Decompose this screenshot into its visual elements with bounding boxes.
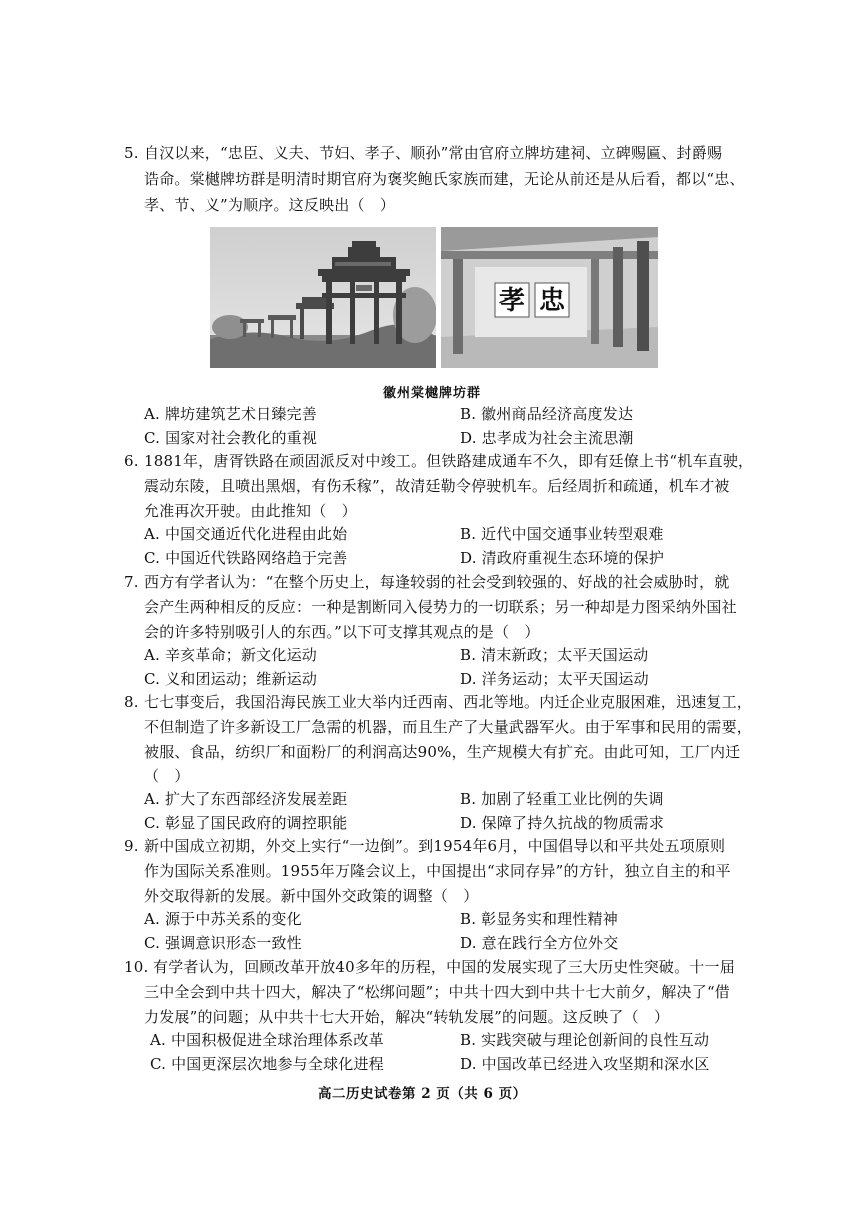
option-a: A. 中国积极促进全球治理体系改革	[150, 1031, 384, 1049]
option-a: A. 辛亥革命；新文化运动	[144, 646, 317, 664]
question-stem-line: （ ）	[144, 767, 190, 785]
option-a: A. 牌坊建筑艺术日臻完善	[144, 405, 317, 423]
option-b: B. 清末新政；太平天国运动	[460, 646, 649, 664]
question-number: 6.	[124, 452, 139, 470]
question-stem-line: 自汉以来，“忠臣、义夫、节妇、孝子、顺孙”常由官府立牌坊建祠、立碑赐匾、封爵赐	[144, 144, 723, 162]
question-stem-line: 震动东陵，且喷出黑烟，有伤禾稼”，故清廷勒令停驶机车。后经周折和疏通，机车才被	[144, 477, 730, 495]
option-c: C. 彰显了国民政府的调控职能	[144, 814, 348, 832]
option-b: B. 彰显务实和理性精神	[460, 910, 618, 928]
question-stem-line: 新中国成立初期，外交上实行“一边倒”。到1954年6月，中国倡导以和平共处五项原则	[144, 837, 726, 855]
figure-caption: 徽州棠樾牌坊群	[383, 386, 482, 401]
option-d: D. 意在践行全方位外交	[460, 934, 619, 952]
option-b: B. 加剧了轻重工业比例的失调	[460, 790, 664, 808]
question-stem-line: 1881年，唐胥铁路在顽固派反对中竣工。但铁路建成通车不久，即有廷僚上书“机车直驶，	[144, 452, 754, 470]
option-c: C. 国家对社会教化的重视	[144, 429, 318, 447]
question-stem-line: 力发展”的问题；从中共十七大开始，解决“转轨发展”的问题。这反映了（ ）	[144, 1008, 670, 1026]
option-a: A. 扩大了东西部经济发展差距	[144, 790, 348, 808]
plaque-zhong: 忠	[538, 286, 565, 316]
option-d: D. 中国改革已经进入攻坚期和深水区	[460, 1055, 710, 1073]
option-c: C. 中国近代铁路网络趋于完善	[144, 549, 348, 567]
option-c: C. 义和团运动；维新运动	[144, 670, 318, 688]
option-a: A. 中国交通近代化进程由此始	[144, 525, 348, 543]
question-stem-line: 被服、食品，纺织厂和面粉厂的利润高达90%，生产规模大有扩充。由此可知，工厂内迁	[144, 743, 741, 761]
question-number: 8.	[124, 693, 139, 711]
question-stem-line: 会的许多特别吸引人的东西。”以下可支撑其观点的是（ ）	[144, 623, 540, 641]
question-stem-line: 有学者认为，回顾改革开放40多年的历程，中国的发展实现了三大历史性突破。十一届	[153, 958, 735, 976]
question-stem-line: 西方有学者认为：“在整个历史上，每逢较弱的社会受到较强的、好战的社会威胁时，就	[144, 573, 730, 591]
option-d: D. 洋务运动；太平天国运动	[460, 670, 649, 688]
option-d: D. 忠孝成为社会主流思潮	[460, 429, 634, 447]
question-number: 10.	[124, 958, 149, 976]
question-stem-line: 外交取得新的发展。新中国外交政策的调整（ ）	[144, 887, 479, 905]
question-stem-line: 允准再次开驶。由此推知（ ）	[144, 502, 357, 520]
option-c: C. 强调意识形态一致性	[144, 934, 302, 952]
question-stem-line: 孝、节、义”为顺序。这反映出（ ）	[144, 196, 396, 214]
question-stem-line: 诰命。棠樾牌坊群是明清时期官府为褒奖鲍氏家族而建，无论从前还是从后看，都以“忠、	[144, 170, 745, 188]
option-a: A. 源于中苏关系的变化	[144, 910, 302, 928]
option-c: C. 中国更深层次地参与全球化进程	[150, 1055, 384, 1073]
ancestral-hall-photo	[441, 227, 658, 368]
option-d: D. 清政府重视生态环境的保护	[460, 549, 665, 567]
question-stem-line: 不但制造了许多新设工厂急需的机器，而且生产了大量武器军火。由于军事和民用的需要，	[144, 718, 753, 736]
plaque-xiao: 孝	[498, 286, 525, 316]
option-b: B. 徽州商品经济高度发达	[460, 405, 634, 423]
question-number: 5.	[124, 144, 139, 162]
option-b: B. 实践突破与理论创新间的良性互动	[460, 1031, 710, 1049]
question-stem-line: 作为国际关系准则。1955年万隆会议上，中国提出“求同存异”的方针，独立自主的和平	[144, 862, 731, 880]
archway-photo	[210, 227, 436, 368]
question-stem-line: 七七事变后，我国沿海民族工业大举内迁西南、西北等地。内迁企业克服困难，迅速复工，	[144, 693, 753, 711]
option-b: B. 近代中国交通事业转型艰难	[460, 525, 664, 543]
option-d: D. 保障了持久抗战的物质需求	[460, 814, 665, 832]
question-number: 9.	[124, 837, 139, 855]
question-stem-line: 三中全会到中共十四大，解决了“松绑问题”；中共十四大到中共十七大前夕，解决了“借	[144, 983, 731, 1001]
page-footer: 高二历史试卷第 2 页（共 6 页）	[318, 1086, 527, 1102]
question-stem-line: 会产生两种相反的反应：一种是割断同入侵势力的一切联系；另一种却是力图采纳外国社	[144, 598, 737, 616]
question-number: 7.	[124, 573, 139, 591]
